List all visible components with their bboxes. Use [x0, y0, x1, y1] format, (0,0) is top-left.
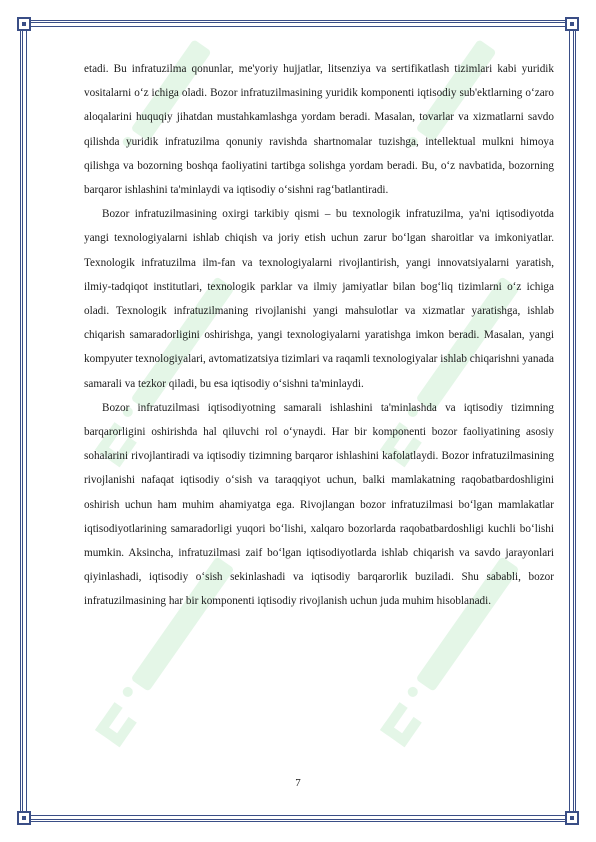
border-corner-ornament: [17, 17, 31, 31]
border-corner-ornament: [565, 17, 579, 31]
border-corner-ornament: [565, 811, 579, 825]
paragraph-conclusion: Bozor infratuzilmasi iqtisodiyotning samarali ishlashini ta'minlashda va iqtisodiy tizimning barqarorligini oshirishda hal qiluvchi rol o‘ynaydi. Har bir komponenti bozor faoliyatining asosiy sohalarini rivojlantiradi va iqtisodiy tizimning barqaror ishlashini kafolatlaydi. Bozor infratuzilmasining rivojlanishi nafaqat iqtisodiy o‘sish va taraqqiyot uchun, balki mamlakatning raqobatbardoshligini oshirish uchun ham muhim ahamiyatga ega. Rivojlangan bozor infratuzilmasi bo‘lgan mamlakatlar iqtisodiyotlarining samaradorligi yuqori bo‘lishi, xalqaro bozorlarda raqobatbardoshligi kuchli bo‘lishi mumkin. Aksincha, infratuzilmasi zaif bo‘lgan iqtisodiyotlarda ishlab chiqarish va savdo jarayonlari qiyinlashadi, iqtisodiy o‘sish sekinlashadi va iqtisodiy barqarorlik buziladi. Shu sababli, bozor infratuzilmasining har bir komponenti iqtisodiy rivojlanish uchun juda muhim hisoblanadi.: [84, 401, 554, 608]
paragraph-technological-infrastructure: Bozor infratuzilmasining oxirgi tarkibiy qismi – bu texnologik infratuzilma, ya'ni iqtisodiyotda yangi texnologiyalarni ishlab chiqish va joriy etish uchun zarur bo‘lgan sharoitlar va imkoniyatlar. Texnologik infratuzilma ilm-fan va texnologiyalarni rivojlantirish, yangi innovatsiyalarni yaratish, ilmiy-tadqiqot institutlari, texnologik parklar va ilmiy jamiyatlar bilan bog‘liq tizimlarni o‘z ichiga oladi. Texnologik infratuzilmaning rivojlanishi yangi mahsulotlar va xizmatlar yaratishga, ishlab chiqarish samaradorligini oshirishga, yangi texnologiyalarni yaratishga imkon beradi. Masalan, yangi kompyuter texnologiyalari, avtomatizatsiya tizimlari va raqamli texnologiyalar ishlab chiqarishni yanada samarali va tezkor qiladi, bu esa iqtisodiy o‘sishni ta'minlaydi.: [84, 208, 554, 390]
page-number: 7: [295, 777, 301, 789]
border-corner-ornament: [17, 811, 31, 825]
paragraph-legal-infrastructure: etadi. Bu infratuzilma qonunlar, me'yoriy hujjatlar, litsenziya va sertifikatlash tizimlari kabi yuridik vositalarni o‘z ichiga oladi. Bozor infratuzilmasining yuridik komponenti iqtisodiy sub'ektlarning o‘zaro aloqalarini huquqiy jihatdan mustahkamlashga yordam beradi. Masalan, tovarlar va xizmatlarni savdo qilishda yuridik infratuzilma qonuniy ravishda shartnomalar tuzishga, intellektual mulkni himoya qilishga va bozorning boshqa faoliyatini tartibga solishga yordam beradi. Bu, o‘z navbatida, bozorning barqaror ishlashini ta'minlaydi va iqtisodiy o‘sishni rag‘batlantiradi.: [84, 63, 554, 197]
document-body: [84, 57, 554, 614]
